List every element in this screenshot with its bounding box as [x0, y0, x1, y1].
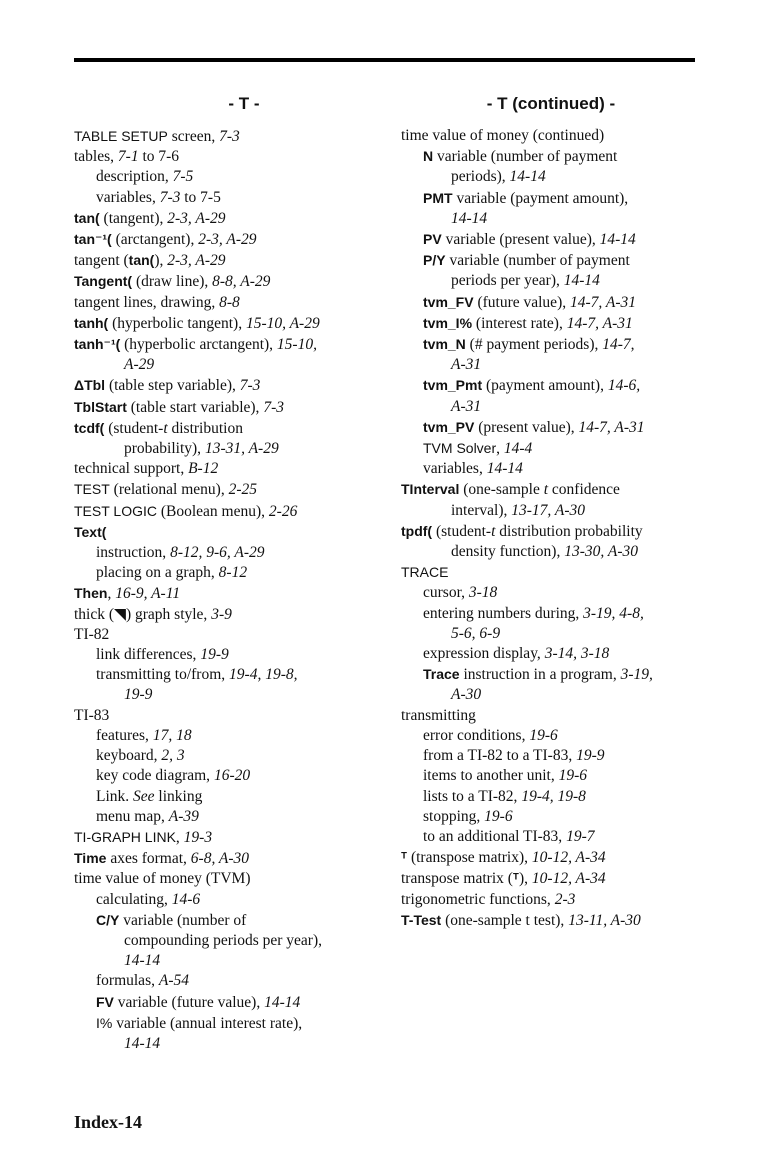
index-entry — [74, 583, 374, 604]
entry-text: transpose matrix ( — [401, 870, 513, 888]
page-ref: A-31 — [451, 397, 482, 415]
index-entry — [74, 126, 374, 147]
entry-text: (tangent), — [99, 209, 168, 227]
page-ref: A-39 — [168, 807, 199, 825]
entry-text: periods), — [451, 168, 510, 186]
index-entry — [74, 931, 374, 951]
page-ref: 3-14, 3-18 — [544, 645, 610, 663]
page-ref: 10-12, A-34 — [531, 870, 606, 888]
entry-text: lists to a TI-82, — [423, 787, 522, 805]
entry-text: periods per year), — [451, 272, 564, 290]
index-entry — [74, 147, 374, 167]
index-entry — [74, 766, 374, 786]
page-ref: 14-14 — [451, 209, 488, 227]
entry-text: (transpose matrix), — [407, 849, 532, 867]
page-ref: 2, 3 — [161, 747, 185, 765]
entry-text: cursor, — [423, 584, 469, 602]
index-entry — [74, 890, 374, 910]
index-entry — [74, 665, 374, 685]
entry-list-left — [74, 126, 374, 1054]
index-entry — [74, 971, 374, 991]
page-ref: 19-9 — [124, 686, 153, 704]
page-ref: 14-7, A-31 — [569, 293, 636, 311]
entry-text: , — [496, 440, 504, 458]
index-entry — [401, 271, 701, 291]
index-entry — [74, 1034, 374, 1054]
entry-text: variables, — [96, 188, 160, 206]
entry-text: description, — [96, 168, 173, 186]
index-entry — [74, 188, 374, 208]
entry-text: tangent ( — [74, 252, 129, 270]
page-ref: 2-3, A-29 — [167, 209, 226, 227]
entry-italic: t — [163, 419, 168, 437]
page-ref: 19-9 — [576, 747, 605, 765]
index-entry — [401, 807, 701, 827]
entry-text: ), — [519, 870, 532, 888]
index-entry — [401, 417, 701, 438]
index-entry — [401, 664, 701, 685]
index-entry — [74, 375, 374, 396]
entry-text: probability), — [124, 440, 205, 458]
page-ref: 3-19, 4-8, — [583, 604, 644, 622]
entry-text: thick ( — [74, 605, 115, 623]
entry-text: ), — [154, 252, 168, 270]
entry-text: tables, — [74, 148, 118, 166]
entry-text: from a TI-82 to a TI-83, — [423, 747, 577, 765]
entry-text: (draw line), — [132, 273, 213, 291]
entry-text: variables, — [423, 460, 487, 478]
entry-text: (student- — [104, 419, 164, 437]
index-entry — [401, 890, 701, 910]
index-entry — [74, 827, 374, 848]
entry-keyword: tan( — [128, 252, 155, 269]
entry-text: ) graph style, — [125, 605, 212, 623]
entry-text: (hyperbolic arctangent), — [120, 336, 277, 354]
entry-keyword: TVM Solver — [423, 440, 497, 457]
index-column-right — [401, 92, 701, 931]
entry-keyword: ᵀ — [512, 870, 519, 887]
entry-text: (relational menu), — [109, 481, 229, 499]
page-ref: 3-9 — [211, 605, 232, 623]
page-ref: 13-31, A-29 — [204, 440, 279, 458]
entry-text: confidence — [548, 481, 620, 499]
index-entry — [74, 479, 374, 500]
page-ref: 14-14 — [486, 460, 523, 478]
entry-keyword: tvm_N — [423, 336, 466, 353]
entry-text: (payment amount), — [482, 377, 608, 395]
index-entry — [74, 439, 374, 459]
index-entry — [74, 787, 374, 807]
entry-text: (student- — [432, 522, 492, 540]
index-entry — [401, 375, 701, 396]
entry-keyword: tvm_PV — [423, 418, 475, 435]
page-ref: See — [133, 787, 155, 805]
entry-keyword: TblStart — [74, 398, 127, 415]
index-entry — [401, 146, 701, 167]
entry-italic: t — [543, 481, 549, 499]
index-entry — [74, 869, 374, 889]
entry-keyword: TI-GRAPH LINK — [74, 828, 176, 845]
index-entry — [401, 726, 701, 746]
page-ref: 14-7, A-31 — [578, 418, 645, 436]
index-entry — [401, 292, 701, 313]
entry-list-right — [401, 126, 701, 931]
page-ref: 13-30, A-30 — [564, 543, 638, 561]
index-entry — [401, 604, 701, 624]
index-entry — [401, 167, 701, 187]
entry-keyword: Time — [74, 850, 107, 867]
index-entry — [401, 188, 701, 209]
page-ref: 14-14 — [264, 993, 301, 1011]
page-ref: 19-7 — [566, 827, 595, 845]
entry-keyword: tpdf( — [401, 522, 433, 539]
page-ref: 19-3 — [183, 828, 213, 846]
entry-keyword: tvm_FV — [423, 293, 474, 310]
page-ref: 8-12 — [218, 564, 248, 582]
index-entry — [401, 521, 701, 542]
entry-keyword: tcdf( — [74, 419, 105, 436]
index-entry — [401, 250, 701, 271]
page-ref: 14-4 — [503, 440, 533, 458]
entry-text: (Boolean menu), — [156, 502, 269, 520]
entry-keyword: tanh( — [74, 314, 109, 331]
entry-text: screen, — [167, 128, 220, 145]
index-entry — [401, 355, 701, 375]
index-entry — [74, 293, 374, 313]
entry-text: error conditions, — [423, 726, 530, 744]
entry-keyword: tan⁻¹( — [74, 231, 112, 248]
page-ref: 2-3 — [554, 890, 576, 908]
page-ref: 15-10, — [276, 336, 317, 354]
entry-text: distribution — [167, 419, 243, 437]
index-entry — [74, 563, 374, 583]
index-entry — [401, 868, 701, 889]
entry-text: variable (number of payment — [445, 252, 630, 270]
index-entry — [74, 685, 374, 705]
entry-text: (table start variable), — [126, 398, 264, 416]
entry-keyword: ᵀ — [401, 849, 408, 866]
index-entry — [74, 645, 374, 665]
page-ref: 8-12, 9-6, A-29 — [170, 544, 265, 562]
page-ref: 14-14 — [124, 1034, 161, 1052]
index-entry — [401, 624, 701, 644]
page-ref: 19-6 — [484, 807, 513, 825]
index-column-left — [74, 92, 374, 1054]
entry-text: (one-sample — [459, 481, 544, 499]
index-entry — [401, 459, 701, 479]
entry-italic: t — [491, 522, 496, 540]
entry-text: (hyperbolic tangent), — [108, 314, 246, 332]
entry-text: technical support, — [74, 460, 189, 478]
page-ref: 13-11, A-30 — [568, 911, 641, 929]
entry-text: (present value), — [474, 418, 579, 436]
entry-text: interval), — [451, 501, 512, 519]
index-entry — [74, 250, 374, 271]
entry-keyword: tan( — [74, 209, 100, 226]
page-ref: 19-4, 19-8, — [229, 666, 298, 684]
graph-style-glyph: ◥ — [114, 605, 126, 623]
entry-text: key code diagram, — [96, 767, 214, 785]
entry-text: variable (number of — [119, 911, 247, 929]
index-entry — [74, 807, 374, 827]
index-entry — [74, 625, 374, 645]
index-entry — [401, 438, 701, 459]
entry-text: variable (payment amount), — [452, 189, 629, 207]
entry-keyword: ΔTbl — [74, 377, 106, 394]
entry-keyword: N — [423, 148, 434, 165]
entry-keyword: tvm_Pmt — [423, 377, 483, 394]
entry-keyword: tanh⁻¹( — [74, 336, 121, 353]
entry-text: density function), — [451, 543, 565, 561]
entry-text: variable (number of payment — [433, 148, 618, 166]
index-entry — [74, 355, 374, 375]
index-entry — [401, 313, 701, 334]
page-ref: 2-3, A-29 — [198, 231, 257, 249]
index-entry — [74, 313, 374, 334]
index-entry — [74, 1013, 374, 1034]
page-ref: A-29 — [124, 356, 155, 374]
section-heading-right: - T (continued) - — [486, 94, 616, 113]
page-ref: 7-5 — [172, 168, 194, 186]
entry-keyword: Then — [74, 585, 108, 602]
page-footer: Index-14 — [74, 1112, 143, 1132]
page-ref: 19-9 — [200, 646, 229, 664]
page-ref: 7-3 — [219, 128, 240, 145]
page-ref: 8-8, A-29 — [212, 273, 271, 291]
entry-text: , — [107, 585, 116, 603]
index-entry — [74, 951, 374, 971]
entry-text: instruction in a program, — [459, 666, 621, 684]
page-ref: B-12 — [188, 460, 219, 478]
index-entry — [74, 418, 374, 439]
page-ref: 10-12, A-34 — [531, 849, 606, 867]
entry-text: keyboard, — [96, 747, 162, 765]
entry-text: transmitting to/from, — [96, 666, 230, 684]
page-ref: 14-7, A-31 — [566, 314, 633, 332]
entry-text: TI-83 — [74, 706, 110, 724]
entry-text: calculating, — [96, 890, 172, 908]
entry-keyword: PV — [423, 231, 442, 248]
page-ref: 13-17, A-30 — [511, 501, 586, 519]
entry-keyword: Text( — [74, 523, 107, 540]
page-ref: 8-8 — [219, 293, 240, 311]
page-ref: A-31 — [451, 356, 482, 374]
index-entry — [401, 229, 701, 250]
index-entry — [74, 501, 374, 522]
entry-text: linking — [154, 787, 203, 805]
top-rule — [74, 58, 695, 62]
index-entry — [74, 543, 374, 563]
entry-text: stopping, — [423, 807, 485, 825]
page-ref: 19-4, 19-8 — [521, 787, 586, 805]
page-ref: 15-10, A-29 — [245, 314, 320, 332]
entry-text: axes format, — [106, 850, 191, 868]
entry-text: , — [175, 828, 184, 846]
index-entry — [401, 910, 701, 931]
entry-text: link differences, — [96, 646, 201, 664]
page-ref: 3-19, — [620, 666, 653, 684]
index-entry — [74, 397, 374, 418]
index-entry — [401, 706, 701, 726]
index-entry — [74, 334, 374, 355]
entry-text: expression display, — [423, 645, 545, 663]
entry-text: menu map, — [96, 807, 169, 825]
page-ref: A-54 — [158, 972, 189, 990]
index-entry — [401, 562, 701, 583]
index-entry — [401, 126, 701, 146]
index-entry — [74, 992, 374, 1013]
entry-text: features, — [96, 726, 153, 744]
index-entry — [401, 397, 701, 417]
entry-keyword: TEST — [74, 481, 110, 498]
page-ref: 19-6 — [529, 726, 558, 744]
entry-text: time value of money (continued) — [401, 127, 605, 144]
entry-keyword: PMT — [423, 189, 453, 206]
entry-text: variable (annual interest rate), — [112, 1014, 303, 1032]
entry-text: items to another unit, — [423, 767, 559, 785]
page-ref: 14-7, — [602, 336, 635, 354]
index-entry — [401, 542, 701, 562]
entry-text: compounding periods per year), — [124, 931, 322, 949]
entry-text: (arctangent), — [111, 231, 199, 249]
entry-keyword: P/Y — [423, 252, 446, 269]
index-entry — [401, 847, 701, 868]
entry-keyword: TEST LOGIC — [74, 502, 157, 519]
entry-text: distribution probability — [495, 522, 643, 540]
index-entry — [401, 209, 701, 229]
entry-text: (one-sample t test), — [441, 911, 569, 929]
page-ref: 19-6 — [558, 767, 588, 785]
page-ref: 14-6, — [607, 377, 641, 395]
page-ref: 2-25 — [228, 481, 257, 499]
entry-text: transmitting — [401, 706, 476, 724]
entry-text: variable (present value), — [441, 231, 600, 249]
index-entry — [74, 910, 374, 931]
index-entry — [401, 644, 701, 664]
entry-keyword: TABLE SETUP — [74, 128, 168, 144]
page-ref: 7-1 — [117, 148, 139, 166]
index-entry — [74, 746, 374, 766]
index-entry — [74, 605, 374, 625]
entry-text: to 7-5 — [180, 188, 221, 206]
index-entry — [74, 208, 374, 229]
page-ref: 14-6 — [171, 890, 201, 908]
entry-text: formulas, — [96, 972, 159, 990]
page-ref: 16-20 — [213, 767, 251, 785]
page-ref: 16-9, A-11 — [115, 585, 181, 603]
page-ref: 14-14 — [599, 231, 636, 249]
index-entry — [401, 685, 701, 705]
index-entry — [74, 459, 374, 479]
page-ref: 6-8, A-30 — [190, 850, 250, 868]
index-entry — [401, 766, 701, 786]
page-ref: A-30 — [451, 686, 482, 704]
page-ref: 7-3 — [239, 377, 261, 395]
entry-keyword: tvm_I% — [423, 314, 473, 331]
page-ref: 2-26 — [268, 502, 298, 520]
entry-keyword: T-Test — [401, 911, 442, 928]
entry-text: to an additional TI-83, — [423, 827, 567, 845]
entry-keyword: TInterval — [401, 481, 460, 498]
index-entry — [74, 726, 374, 746]
entry-text: Link. — [96, 787, 134, 805]
entry-text: instruction, — [96, 544, 171, 562]
entry-text: variable (future value), — [113, 993, 265, 1011]
index-entry — [74, 167, 374, 187]
index-entry — [401, 583, 701, 603]
entry-text: tangent lines, drawing, — [74, 293, 220, 311]
page-ref: 14-14 — [563, 272, 600, 290]
entry-text: to 7-6 — [138, 148, 180, 166]
page-ref: 2-3, A-29 — [167, 252, 226, 270]
page-ref: 14-14 — [124, 952, 161, 970]
entry-text: time value of money (TVM) — [74, 870, 251, 888]
index-entry — [74, 271, 374, 292]
entry-text: entering numbers during, — [423, 604, 584, 622]
page-ref: 17, 18 — [152, 726, 192, 744]
entry-text: TI-82 — [74, 625, 110, 643]
entry-keyword: TRACE — [401, 564, 449, 581]
index-entry — [74, 848, 374, 869]
index-entry — [74, 522, 374, 543]
entry-text: (# payment periods), — [465, 336, 603, 354]
page-ref: 5-6, 6-9 — [451, 624, 501, 642]
entry-text: (interest rate), — [472, 314, 567, 332]
index-entry — [401, 746, 701, 766]
page-ref: 7-3 — [159, 188, 181, 206]
page-ref: 3-18 — [468, 584, 498, 602]
entry-keyword: FV — [96, 993, 114, 1010]
entry-keyword: Tangent( — [74, 273, 133, 290]
entry-keyword: C/Y — [96, 911, 120, 928]
entry-text: placing on a graph, — [96, 564, 219, 582]
index-entry — [401, 479, 701, 500]
entry-keyword: I% — [96, 1014, 113, 1031]
index-entry — [401, 787, 701, 807]
entry-keyword: Trace — [423, 666, 460, 683]
index-entry — [401, 827, 701, 847]
index-entry — [74, 706, 374, 726]
entry-text: trigonometric functions, — [401, 890, 555, 908]
page-ref: 7-3 — [263, 398, 284, 416]
entry-text: (future value), — [473, 293, 570, 311]
index-entry — [401, 334, 701, 355]
page-ref: 14-14 — [509, 168, 546, 186]
section-heading-left: - T - — [228, 94, 260, 113]
index-entry — [74, 229, 374, 250]
index-entry — [401, 501, 701, 521]
entry-text: (table step variable), — [105, 377, 240, 395]
